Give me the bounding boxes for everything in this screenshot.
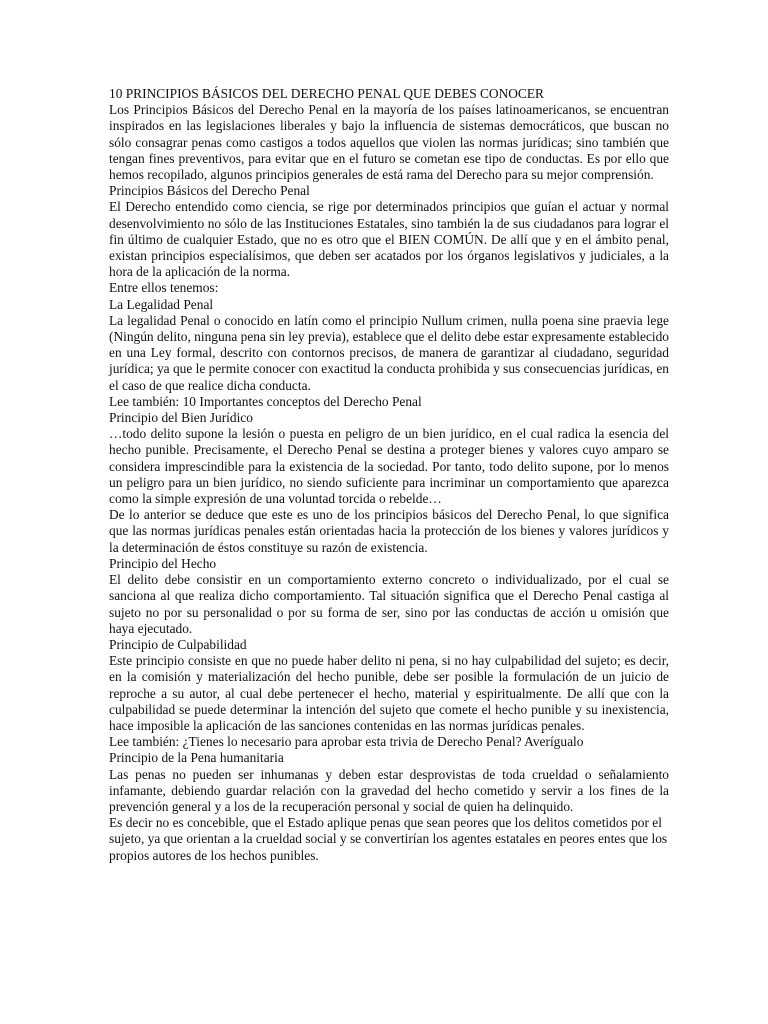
section-heading-culpabilidad: Principio de Culpabilidad [109,636,247,652]
section-heading-bien-juridico: Principio del Bien Jurídico [109,410,253,426]
section-paragraph-pena-2: Es decir no es concebible, que el Estado aplique penas que sean peores que los delitos cometidos por el sujeto, ya que orientan a la crueldad social y se convertirían los agentes estatales en peores entes que los propios autores de los hechos punibles. [109,815,668,863]
intro-paragraph: Los Principios Básicos del Derecho Penal en la mayoría de los países latinoamericanos, se encuentran inspirados en las legislaciones liberales y bajo la influencia de sistemas democráticos, que buscan no sólo consagrar penas como castigos a todos aquellos que violen las normas jurídicas; sino también que tengan fines preventivos, para evitar que en el futuro se cometan ese tipo de conductas. Es por ello que hemos recopilado, algunos principios generales de está rama del Derecho para su mejor comprensión. [109,102,669,183]
document-page [109,86,669,864]
section-paragraph-derecho: El Derecho entendido como ciencia, se rige por determinados principios que guían el actuar y normal desenvolvimiento no sólo de las Instituciones Estatales, sino también la de sus ciudadanos para lograr el fin último de cualquier Estado, que no es otro que el BIEN COMÚN. De allí que y en el ámbito penal, existan principios especialísimos, que deben ser acatados por los órganos legislativos y judiciales, a la hora de la aplicación de la norma. [109,199,669,280]
section-heading-pena: Principio de la Pena humanitaria [109,750,284,766]
section-heading-principios: Principios Básicos del Derecho Penal [109,183,310,199]
section-heading-hecho: Principio del Hecho [109,555,217,571]
list-intro: Entre ellos tenemos: [109,280,219,296]
read-also-link-1: Lee también: 10 Importantes conceptos del Derecho Penal [109,393,422,409]
section-paragraph-culpabilidad: Este principio consiste en que no puede haber delito ni pena, si no hay culpabilidad del sujeto; es decir, en la comisión y materialización del hecho punible, debe ser posible la formulación de un juicio de reproche a su autor, al cual debe pertenecer el hecho, material y espiritualmente. De allí que con la culpabilidad se puede determinar la intención del sujeto que comete el hecho punible y su inexistencia, hace imposible la aplicación de las sanciones contenidas en las normas jurídicas penales. [109,653,669,733]
document-title: 10 PRINCIPIOS BÁSICOS DEL DERECHO PENAL QUE DEBES CONOCER [109,86,544,101]
section-paragraph-legalidad: La legalidad Penal o conocido en latín como el principio Nullum crimen, nulla poena sine praevia lege (Ningún delito, ninguna pena sin ley previa), establece que el delito debe estar expresamente establecido en una Ley formal, descrito con contornos precisos, de manera de garantizar al ciudadano, seguridad jurídica; ya que le permite conocer con exactitud la conducta prohibida y sus consecuencias jurídicas, en el caso de que realice dicha conducta. [109,312,669,393]
section-quote-bien-juridico: …todo delito supone la lesión o puesta en peligro de un bien jurídico, en el cual radica la esencia del hecho punible. Precisamente, el Derecho Penal se destina a proteger bienes y valores cuyo amparo se considera imprescindible para la existencia de la sociedad. Por tanto, todo delito supone, por lo menos un peligro para un bien jurídico, no siendo suficiente para incriminar un comportamiento que aparezca como la simple expresión de una voluntad torcida o rebelde… [109,426,669,507]
section-paragraph-pena: Las penas no pueden ser inhumanas y deben estar desprovistas de toda crueldad o señalamiento infamante, debiendo guardar relación con la gravedad del hecho cometido y servir a los fines de la prevención general y a los de la recuperación personal y social de quien ha delinquido. [109,766,669,814]
section-paragraph-hecho: El delito debe consistir en un comportamiento externo concreto o individualizado, por el cual se sanciona al que realiza dicho comportamiento. Tal situación significa que el Derecho Penal castiga al sujeto no por su personalidad o por su forma de ser, sino por las conductas de acción u omisión que haya ejecutado. [109,572,669,636]
read-also-link-2: Lee también: ¿Tienes lo necesario para aprobar esta trivia de Derecho Penal? Averígualo [109,734,584,750]
section-heading-legalidad: La Legalidad Penal [109,296,214,312]
section-paragraph-bien-juridico: De lo anterior se deduce que este es uno de los principios básicos del Derecho Penal, lo que significa que las normas jurídicas penales están orientadas hacia la protección de los bienes y valores jurídicos y la determinación de éstos constituye su razón de existencia. [109,507,669,555]
